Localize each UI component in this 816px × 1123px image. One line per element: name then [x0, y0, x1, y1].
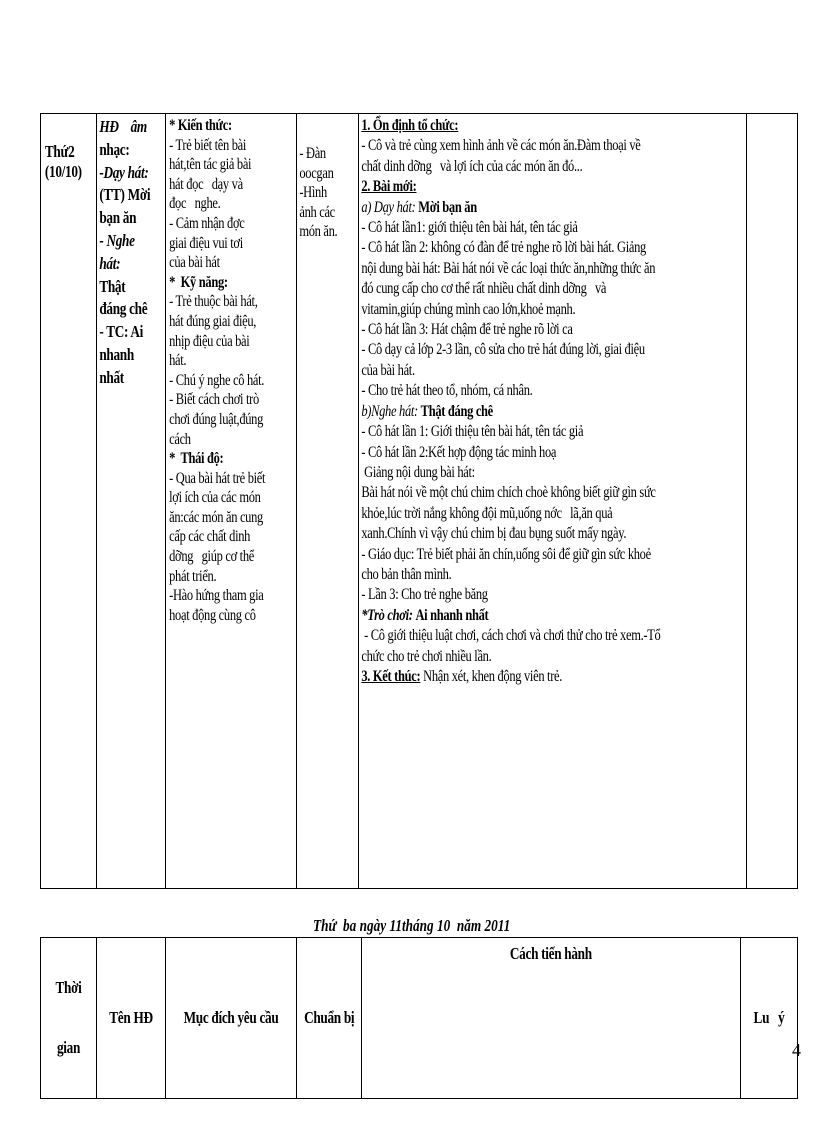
- goal-line: nhịp điệu của bài: [169, 332, 250, 350]
- goal-line: phát triển.: [169, 567, 217, 585]
- page-number: 4: [792, 1040, 801, 1060]
- header-activity: [96, 938, 165, 1099]
- method-line-run: b)Nghe hát:: [361, 402, 422, 420]
- method-line-run: Thật đáng chê: [421, 402, 494, 420]
- activity-line: bạn ăn: [99, 208, 136, 228]
- header-time-line-1: Thời: [55, 978, 82, 997]
- method-line-run: a) Dạy hát:: [361, 198, 419, 216]
- method-line-run: - Lần 3: Cho trẻ nghe băng: [361, 586, 489, 604]
- method-line-run: - Cô hát lần 2:Kết hợp động tác minh hoạ: [361, 443, 557, 461]
- goal-line: * Kỹ năng:: [169, 273, 228, 291]
- time-line: Thứ2: [44, 142, 75, 161]
- method-line: [362, 177, 661, 197]
- header-time-line-2: gian: [56, 1038, 81, 1057]
- goal-line: giai điệu vui tơi: [169, 234, 243, 252]
- activity-line: - Nghe: [99, 230, 135, 250]
- activity-line: nhanh: [99, 344, 134, 364]
- method-line-run: khỏe,lúc trời nắng không đội mũ,uống nớc lã,ăn quả: [361, 504, 613, 522]
- method-line: [362, 279, 661, 299]
- goal-line: đọc nghe.: [169, 195, 221, 213]
- goal-line: - Qua bài hát trẻ biết: [169, 469, 266, 487]
- method-line-run: 1. Ổn định tổ chức:: [361, 117, 459, 134]
- method-line: [362, 381, 661, 401]
- goal-line: cấp các chất dinh: [169, 528, 251, 546]
- goal-line: - Biết cách chơi trò: [169, 391, 259, 409]
- method-line-run: Bài hát nói về một chú chim chích choè không biết giữ gìn sức: [361, 484, 657, 502]
- prep-line: -Hình: [298, 184, 327, 202]
- goal-line: cách: [169, 430, 191, 448]
- activity-line: Thật: [99, 276, 126, 296]
- goal-line: - Trẻ biết tên bài: [169, 136, 246, 154]
- goal-line: hát đọc dạy và: [169, 175, 243, 193]
- method-line: [362, 667, 661, 687]
- method-line-run: - Giáo dục: Trẻ biết phải ăn chín,uống sôi để giữ gìn sức khoẻ: [361, 545, 652, 563]
- method-line: [362, 259, 661, 279]
- activity-line: (TT) Mời: [99, 185, 150, 205]
- method-line: [362, 585, 661, 605]
- method-line: [362, 320, 661, 340]
- method-line-run: - Cô hát lần1: giới thiệu tên bài hát, tên tác giả: [361, 219, 579, 237]
- activity-line: hát:: [99, 253, 120, 273]
- goal-line: ăn:các món ăn cung: [169, 508, 263, 526]
- method-line-run: Ai nhanh nhất: [415, 606, 489, 624]
- goal-line: * Thái độ:: [169, 450, 224, 468]
- time-cell: [41, 114, 97, 889]
- goal-line: hát.: [169, 352, 187, 370]
- header-prep: [296, 938, 361, 1099]
- header-goals: [165, 938, 296, 1099]
- goal-line: -Hào hứng tham gia: [169, 587, 264, 605]
- method-line: [362, 402, 661, 422]
- method-line: [362, 524, 661, 544]
- goal-line: - Trẻ thuộc bài hát,: [169, 293, 258, 311]
- header-activity-label: Tên HĐ: [109, 1008, 153, 1028]
- prep-line: oocgan: [298, 164, 334, 182]
- method-line: [362, 463, 661, 483]
- activity-line: -Dạy hát:: [99, 162, 149, 182]
- goal-line: - Chú ý nghe cô hát.: [169, 371, 265, 389]
- header-goals-label: Mục đích yêu cầu: [183, 1008, 279, 1028]
- method-line: [362, 238, 661, 258]
- goal-line: lợi ích của các món: [169, 489, 261, 507]
- method-line: [362, 198, 661, 218]
- time-line: (10/10): [44, 161, 82, 181]
- method-line-run: 2. Bài mới:: [361, 178, 417, 196]
- method-line-run: 3. Kết thúc:: [361, 667, 421, 685]
- method-line: [362, 157, 661, 177]
- goal-line: của bài hát: [169, 254, 220, 272]
- method-line-run: nội dung bài hát: Bài hát nói về các loại thức ăn,những thức ăn: [361, 259, 656, 277]
- prep-cell: [296, 114, 359, 889]
- prep-line: món ăn.: [298, 223, 337, 241]
- method-line: [362, 300, 661, 320]
- goal-line: * Kiến thức:: [169, 117, 232, 134]
- method-line-run: - Cô và trẻ cùng xem hình ảnh về các món ăn.Đàm thoại về: [361, 137, 641, 155]
- method-line-run: - Cho trẻ hát theo tổ, nhóm, cá nhân.: [361, 382, 533, 400]
- method-line: [362, 647, 661, 667]
- goal-line: chơi đúng luật,đúng: [169, 410, 263, 428]
- method-line: [362, 361, 661, 381]
- method-line-run: - Cô hát lần 3: Hát chậm để trẻ nghe rõ lời ca: [361, 321, 574, 339]
- header-method-label: Cách tiến hành: [510, 944, 593, 963]
- activity-line: nhất: [99, 367, 124, 387]
- method-line-run: chất dinh dỡng và lợi ích của các món ăn đó...: [361, 157, 583, 175]
- goal-line: hát đúng giai điệu,: [169, 312, 257, 330]
- method-line-run: - Cô dạy cả lớp 2-3 lần, cô sửa cho trẻ hát đúng lời, giai điệu: [361, 341, 646, 359]
- method-line: [362, 626, 661, 646]
- header-note-label: Lu ý: [753, 1008, 785, 1028]
- day-heading: Thứ ba ngày 11tháng 10 năm 2011: [313, 916, 511, 935]
- goal-line: hoạt động cùng cô: [169, 606, 256, 624]
- header-method: [362, 938, 741, 1099]
- prep-line: - Đàn: [298, 145, 326, 162]
- goal-line: dỡng giúp cơ thể: [169, 548, 254, 566]
- activity-line: - TC: Ai: [99, 322, 143, 342]
- method-line-run: Mời bạn ăn: [418, 198, 478, 216]
- method-line-run: đó cung cấp cho cơ thể rất nhiều chất dinh dỡng và: [361, 280, 607, 298]
- activity-line: nhạc:: [99, 139, 130, 159]
- method-line-run: - Cô hát lần 2: không có đàn để trẻ nghe rõ lời bài hát. Giảng: [361, 239, 647, 257]
- method-line: [362, 606, 661, 626]
- goal-line: hát,tên tác giả bài: [169, 156, 252, 174]
- method-line-run: Giảng nội dung bài hát:: [361, 463, 476, 481]
- goal-line: - Cảm nhận đợc: [169, 214, 245, 232]
- activity-line: đáng chê: [99, 299, 148, 319]
- method-line: [362, 483, 661, 503]
- lesson-plan-table: [40, 113, 798, 889]
- prep-line: ảnh các: [298, 203, 335, 221]
- method-line: [362, 565, 661, 585]
- method-line-run: của bài hát.: [361, 361, 416, 379]
- method-line: [362, 422, 661, 442]
- method-line-run: cho bản thân mình.: [361, 565, 452, 583]
- goals-cell: [165, 114, 296, 889]
- method-line: [362, 218, 661, 238]
- method-line-run: - Cô giới thiệu luật chơi, cách chơi và chơi thử cho trẻ xem.-Tổ: [361, 627, 661, 645]
- method-line: [362, 116, 661, 136]
- method-line-run: xanh.Chính vì vậy chú chim bị đau bụng suốt mấy ngày.: [361, 525, 627, 543]
- method-line-run: vitamin,giúp chúng mình cao lớn,khoẻ mạnh.: [361, 300, 576, 318]
- method-line-run: Nhận xét, khen động viên trẻ.: [420, 667, 563, 685]
- method-line: [362, 340, 661, 360]
- method-line: [362, 545, 661, 565]
- method-line-run: chức cho trẻ chơi nhiều lần.: [361, 647, 492, 665]
- method-line-run: - Cô hát lần 1: Giới thiệu tên bài hát, tên tác giả: [361, 423, 584, 441]
- method-line-run: *Trò chơi:: [361, 606, 416, 624]
- activity-line: HĐ âm: [99, 117, 147, 136]
- header-time: [41, 938, 97, 1099]
- note-cell: [746, 114, 797, 889]
- activity-cell: [96, 114, 165, 889]
- method-line: [362, 136, 661, 156]
- method-cell: [359, 114, 747, 889]
- next-day-header-table: [40, 937, 798, 1099]
- method-line: [362, 504, 661, 524]
- header-prep-label: Chuẩn bị: [304, 1008, 355, 1028]
- header-note: [741, 938, 798, 1099]
- method-line: [362, 443, 661, 463]
